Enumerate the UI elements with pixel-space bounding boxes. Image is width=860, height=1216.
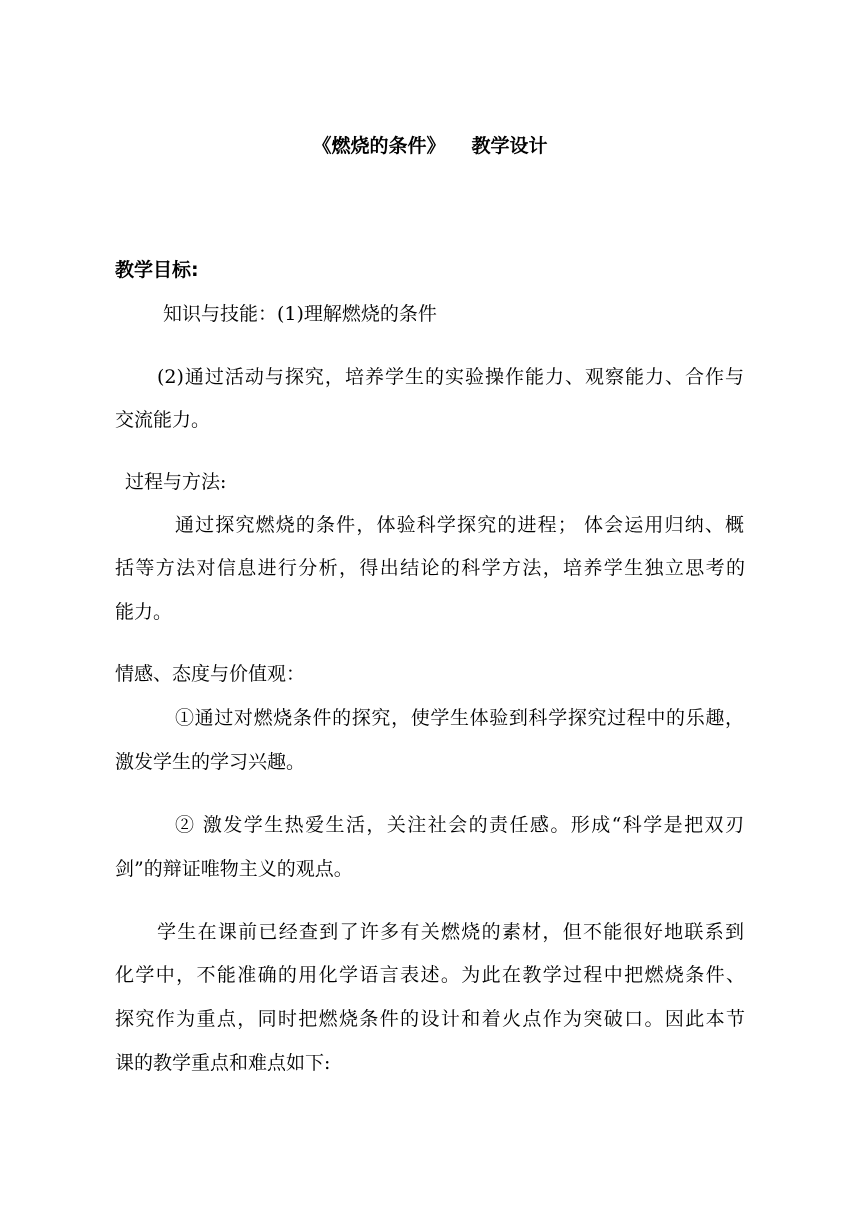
process-line-2: 括等方法对信息进行分析，得出结论的科学方法，培养学生独立思考的 [115, 557, 745, 579]
emotion-item-2-line-1: ② 激发学生热爱生活，关注社会的责任感。形成“科学是把双刃 [175, 814, 744, 836]
analysis-paragraph-line-4: 课的教学重点和难点如下: [115, 1052, 331, 1074]
document-title [0, 134, 860, 158]
emotion-item-1-line-1: ①通过对燃烧条件的探究，使学生体验到科学探究过程中的乐趣， [175, 707, 744, 729]
analysis-paragraph-line-3: 探究作为重点，同时把燃烧条件的设计和着火点作为突破口。因此本节 [115, 1008, 745, 1030]
objective-item-2-line-1: (2)通过活动与探究，培养学生的实验操作能力、观察能力、合作与 [157, 366, 744, 388]
analysis-paragraph-line-2: 化学中，不能准确的用化学语言表述。为此在教学过程中把燃烧条件、 [115, 964, 745, 986]
objectives-heading: 教学目标: [115, 259, 199, 281]
knowledge-skill-line: 知识与技能：(1)理解燃烧的条件 [163, 303, 437, 325]
process-line-3: 能力。 [115, 601, 173, 623]
emotion-heading: 情感、态度与价值观： [115, 663, 306, 685]
process-line-1: 通过探究燃烧的条件，体验科学探究的进程； 体会运用归纳、概 [175, 514, 744, 536]
objective-item-2-line-2: 交流能力。 [115, 409, 211, 431]
analysis-paragraph-line-1: 学生在课前已经查到了许多有关燃烧的素材，但不能很好地联系到 [157, 921, 744, 943]
title-sub: 教学设计 [471, 135, 548, 157]
title-main: 《燃烧的条件》 [312, 135, 446, 157]
emotion-item-2-line-2: 剑”的辩证唯物主义的观点。 [115, 858, 353, 880]
process-method-heading: 过程与方法: [125, 471, 227, 493]
emotion-item-1-line-2: 激发学生的学习兴趣。 [115, 751, 306, 773]
